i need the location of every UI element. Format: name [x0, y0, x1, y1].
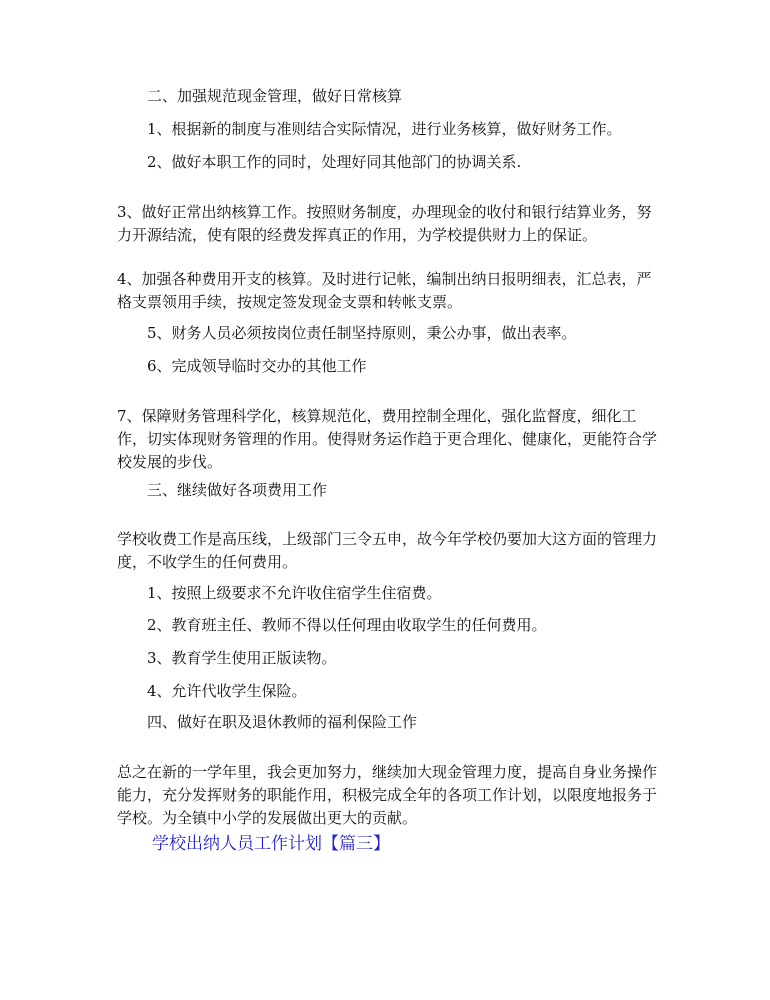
paragraph-fee-policy: 学校收费工作是高压线，上级部门三令五申，故今年学校仍要加大这方面的管理力度，不收学生的任何费用。 [117, 530, 658, 571]
paragraph-fee-item-2: 2、教育班主任、教师不得以任何理由收取学生的任何费用。 [147, 616, 547, 634]
paragraph-item-5: 5、财务人员必须按岗位责任制坚持原则，秉公办事，做出表率。 [147, 324, 577, 342]
paragraph-item-2: 2、做好本职工作的同时，处理好同其他部门的协调关系. [147, 153, 522, 171]
section-heading-three: 三、继续做好各项费用工作 [147, 481, 328, 499]
article-heading-part-three[interactable]: 学校出纳人员工作计划【篇三】 [152, 834, 390, 854]
paragraph-item-3: 3、做好正常出纳核算工作。按照财务制度，办理现金的收付和银行结算业务，努力开源结流，使有限的经费发挥真正的作用，为学校提供财力上的保证。 [117, 203, 652, 244]
paragraph-item-7: 7、保障财务管理科学化，核算规范化，费用控制全理化，强化监督度，细化工作，切实体现财务管理的作用。使得财务运作趋于更合理化、健康化，更能符合学校发展的步伐。 [117, 407, 658, 471]
paragraph-item-1: 1、根据新的制度与准则结合实际情况，进行业务核算，做好财务工作。 [147, 120, 622, 138]
paragraph-conclusion: 总之在新的一学年里，我会更加努力，继续加大现金管理力度，提高自身业务操作能力，充分发挥财务的职能作用，积极完成全年的各项工作计划，以限度地报务于学校。为全镇中小学的发展做出更大的贡献。 [117, 763, 658, 827]
section-heading-four: 四、做好在职及退休教师的福利保险工作 [147, 713, 418, 731]
paragraph-fee-item-3: 3、教育学生使用正版读物。 [147, 649, 337, 667]
paragraph-fee-item-1: 1、按照上级要求不允许收住宿学生住宿费。 [147, 584, 442, 602]
paragraph-item-6: 6、完成领导临时交办的其他工作 [147, 357, 367, 375]
paragraph-item-4: 4、加强各种费用开支的核算。及时进行记帐，编制出纳日报明细表，汇总表，严格支票领用手续，按规定签发现金支票和转帐支票。 [117, 270, 652, 311]
section-heading-two: 二、加强规范现金管理，做好日常核算 [147, 87, 403, 105]
paragraph-fee-item-4: 4、允许代收学生保险。 [147, 682, 307, 700]
